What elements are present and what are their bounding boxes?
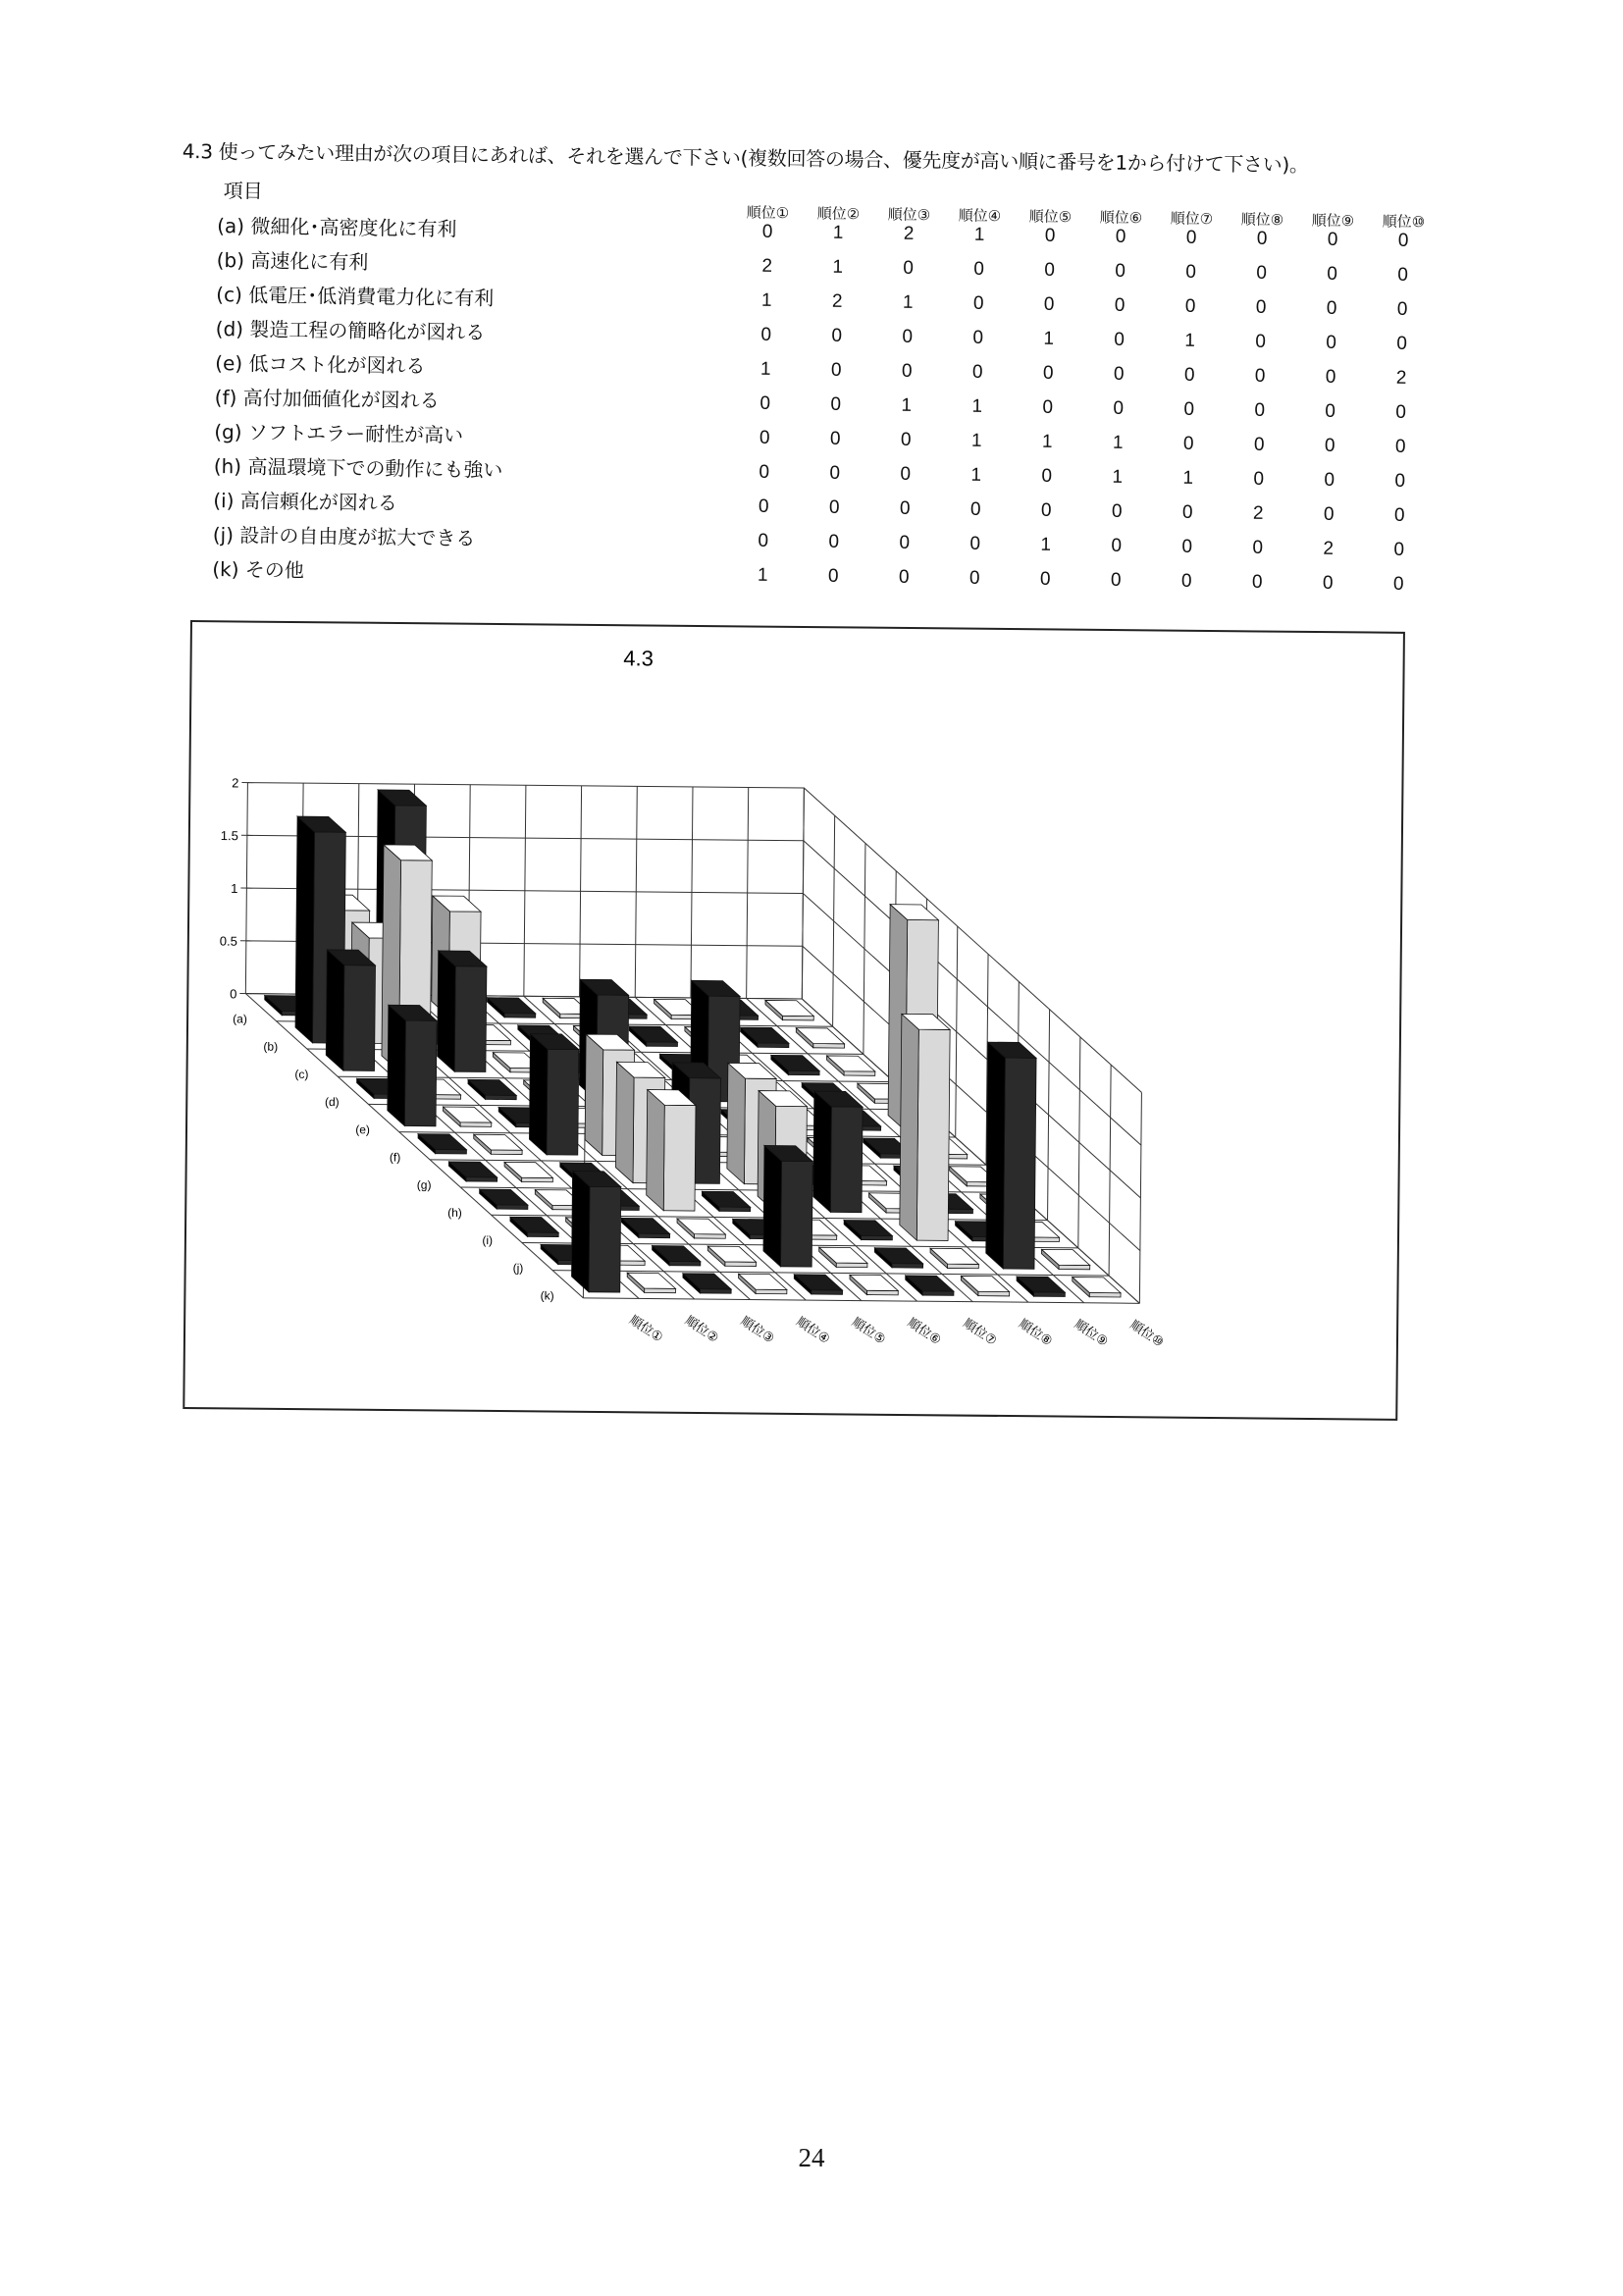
table-cell: 0 (1394, 436, 1406, 457)
series-label: 順位⑨ (1071, 1317, 1111, 1350)
table-cell: 0 (971, 361, 983, 383)
series-label: 順位⑩ (1126, 1318, 1167, 1351)
table-cell: 2 (1395, 367, 1407, 389)
page-number: 24 (798, 2143, 825, 2172)
table-cell: 0 (1185, 227, 1197, 248)
table-cell: 0 (831, 325, 843, 346)
table-cell: 0 (1393, 539, 1405, 560)
series-label: 順位④ (793, 1314, 833, 1348)
table-cell: 2 (1323, 538, 1335, 559)
table-cell: 0 (903, 257, 915, 279)
category-label: (e) (355, 1122, 371, 1137)
bar-side (485, 1095, 516, 1100)
z-tick-label: 2 (232, 775, 239, 791)
category-label: (j) (512, 1261, 524, 1276)
table-cell: 0 (758, 530, 769, 551)
table-cell: 0 (969, 533, 981, 554)
bar-side (589, 1186, 621, 1292)
table-cell: 0 (1253, 468, 1265, 490)
item-label: (g) ソフトエラー耐性が高い (214, 419, 464, 447)
table-cell: 0 (830, 359, 842, 381)
rank-header: 順位① (746, 203, 790, 223)
chart-title: 4.3 (623, 646, 654, 671)
bar-side (491, 1150, 522, 1155)
bar-side (986, 1042, 1006, 1269)
bar-side (645, 1288, 676, 1293)
table-cell: 0 (1392, 573, 1404, 595)
table-cell: 0 (969, 498, 981, 520)
table-cell: 1 (901, 394, 913, 416)
table-cell: 0 (1323, 503, 1335, 525)
bar-side (639, 1233, 670, 1238)
table-cell: 0 (1393, 504, 1405, 526)
rank-header: 順位③ (887, 205, 931, 225)
rank-header: 順位② (816, 204, 861, 224)
table-cell: 0 (759, 427, 770, 448)
z-tick-label: 0 (230, 986, 237, 1002)
bar-side (813, 1091, 832, 1212)
table-cell: 0 (759, 392, 771, 414)
table-cell: 0 (1322, 572, 1334, 594)
bar-side (522, 1177, 553, 1182)
bar-side (547, 1049, 579, 1155)
table-cell: 0 (900, 429, 912, 450)
bar-side (571, 1171, 590, 1291)
table-cell: 0 (1039, 568, 1051, 590)
rank-header: 順位⑦ (1170, 209, 1214, 229)
table-cell: 1 (1182, 467, 1194, 489)
table-cell: 0 (1395, 401, 1407, 423)
category-label: (b) (263, 1039, 279, 1054)
bar-side (725, 1262, 757, 1267)
table-cell: 2 (761, 255, 773, 277)
table-cell: 0 (972, 292, 984, 314)
rank-header: 順位⑥ (1099, 208, 1143, 228)
table-cell: 1 (1043, 328, 1055, 349)
category-label: (g) (416, 1177, 432, 1192)
table-cell: 0 (1044, 259, 1056, 281)
table-cell: 0 (1254, 399, 1266, 421)
bar-side (669, 1261, 701, 1266)
table-cell: 0 (902, 326, 914, 347)
bar-side (460, 1122, 492, 1127)
bar-side (813, 1044, 845, 1049)
table-cell: 1 (970, 464, 982, 486)
series-label: 順位⑦ (960, 1316, 1000, 1349)
table-cell: 0 (1397, 264, 1409, 286)
item-label: (f) 高付加価値化が図れる (214, 385, 440, 413)
bar-side (812, 1290, 843, 1295)
table-cell: 0 (899, 532, 911, 553)
table-cell: 0 (1180, 570, 1192, 592)
z-tick-label: 1 (231, 880, 238, 896)
table-cell: 2 (1252, 502, 1264, 524)
table-cell: 0 (1184, 295, 1196, 317)
bar-side (758, 1043, 789, 1048)
table-cell: 0 (1254, 365, 1266, 387)
series-label: 順位⑧ (1016, 1316, 1055, 1350)
table-cell: 0 (1181, 536, 1193, 557)
rank-header: 順位⑨ (1311, 211, 1355, 231)
series-label: 順位⑥ (904, 1315, 944, 1349)
table-cell: 0 (1041, 465, 1053, 487)
z-tick-label: 1.5 (220, 828, 238, 844)
table-cell: 0 (1253, 434, 1265, 455)
table-cell: 0 (1256, 262, 1268, 284)
bar-side (783, 1016, 814, 1020)
bar-side (1003, 1058, 1036, 1269)
category-label: (d) (324, 1095, 340, 1110)
series-label: 順位② (681, 1313, 721, 1347)
table-cell: 0 (1396, 333, 1408, 354)
table-cell: 0 (1111, 535, 1123, 556)
table-cell: 0 (1115, 260, 1126, 282)
table-cell: 0 (829, 462, 841, 484)
table-cell: 0 (1113, 397, 1125, 419)
table-cell: 1 (1041, 431, 1053, 452)
bar-side (892, 1264, 923, 1269)
bar-side (663, 1105, 696, 1211)
table-cell: 0 (899, 497, 911, 519)
rank-header: 順位⑩ (1382, 212, 1426, 232)
floor-grid-line (583, 1298, 1139, 1303)
item-column-header: 項目 (223, 179, 263, 203)
bar-side (497, 1205, 528, 1210)
table-cell: 0 (1042, 362, 1054, 384)
table-cell: 1 (1040, 534, 1052, 555)
bar-side (781, 1161, 813, 1267)
table-cell: 0 (1255, 296, 1267, 318)
category-label: (a) (233, 1012, 247, 1026)
bar-side (615, 1062, 634, 1182)
table-cell: 0 (829, 428, 841, 449)
category-label: (f) (389, 1150, 401, 1165)
bar-side (866, 1290, 898, 1295)
bar-side (700, 1289, 731, 1294)
table-cell: 1 (1112, 466, 1124, 488)
bar-side (727, 1063, 746, 1183)
table-cell: 0 (1325, 400, 1336, 422)
bar-side (948, 1264, 979, 1269)
table-cell: 0 (758, 496, 769, 517)
item-label: (a) 微細化･高密度化に有利 (217, 213, 457, 241)
table-cell: 0 (1252, 537, 1264, 558)
table-cell: 2 (831, 290, 843, 312)
item-label: (e) 低コスト化が図れる (215, 350, 426, 378)
item-label: (b) 高速化に有利 (216, 247, 369, 275)
bar-side (978, 1291, 1010, 1296)
table-cell: 0 (1181, 501, 1193, 523)
table-cell: 1 (759, 358, 771, 380)
bar-side (900, 1014, 919, 1240)
table-cell: 0 (1397, 230, 1409, 251)
bar-side (585, 1034, 603, 1155)
item-label: (c) 低電圧･低消費電力化に有利 (216, 282, 495, 310)
bar-chart-3d (184, 622, 1403, 1419)
bar-side (788, 1070, 819, 1075)
table-cell: 1 (973, 224, 985, 245)
bar-side (719, 1207, 751, 1212)
table-cell: 0 (1251, 571, 1263, 593)
table-cell: 0 (1114, 294, 1126, 316)
table-cell: 0 (1255, 331, 1267, 352)
bar-side (763, 1145, 782, 1266)
table-cell: 0 (1326, 332, 1337, 353)
table-cell: 1 (832, 256, 844, 278)
bar-side (647, 1089, 665, 1210)
table-cell: 0 (759, 461, 770, 483)
z-tick-label: 0.5 (219, 933, 237, 949)
table-cell: 0 (1042, 396, 1054, 418)
table-cell: 1 (760, 289, 772, 311)
table-cell: 0 (1115, 226, 1126, 247)
bar-side (1059, 1265, 1090, 1270)
series-label: 順位① (626, 1313, 665, 1346)
table-cell: 0 (1183, 364, 1195, 386)
table-cell: 0 (898, 566, 910, 588)
table-cell: 1 (1184, 330, 1196, 351)
table-cell: 0 (972, 327, 984, 348)
table-cell: 0 (1394, 470, 1406, 492)
rank-header: 順位⑤ (1028, 207, 1073, 227)
chart-frame (183, 620, 1405, 1421)
table-cell: 0 (1327, 263, 1338, 285)
table-cell: 0 (1396, 298, 1408, 320)
bar-side (1034, 1292, 1066, 1297)
category-label: (k) (540, 1288, 554, 1303)
table-cell: 1 (902, 291, 914, 313)
table-cell: 0 (1324, 469, 1335, 491)
rank-header: 順位④ (958, 206, 1002, 226)
table-cell: 0 (973, 258, 985, 280)
category-label: (c) (294, 1067, 309, 1081)
table-cell: 0 (1326, 297, 1337, 319)
rank-header: 順位⑧ (1240, 210, 1284, 230)
table-cell: 0 (828, 531, 840, 552)
bar-side (844, 1071, 875, 1076)
item-label: (i) 高信頼化が図れる (213, 488, 397, 515)
item-label: (h) 高温環境下での動作にも強い (213, 453, 503, 483)
table-cell: 0 (761, 221, 773, 242)
table-cell: 0 (1110, 569, 1122, 591)
table-cell: 0 (1185, 261, 1197, 283)
table-cell: 0 (1327, 229, 1338, 250)
category-label: (h) (447, 1205, 462, 1221)
bar-side (529, 1034, 548, 1155)
bar-side (1089, 1292, 1121, 1297)
bar-side (922, 1291, 954, 1296)
table-cell: 0 (1043, 293, 1055, 315)
table-cell: 0 (969, 567, 980, 589)
bar-side (862, 1235, 893, 1240)
table-cell: 2 (903, 223, 915, 244)
response-table (212, 171, 1454, 620)
table-cell: 0 (1111, 500, 1123, 522)
bar-side (343, 965, 376, 1071)
bar-side (756, 1289, 787, 1294)
table-cell: 1 (1112, 432, 1124, 453)
table-cell: 0 (760, 324, 772, 345)
table-cell: 0 (1114, 329, 1126, 350)
item-label: (k) その他 (212, 556, 305, 583)
question-text: 4.3 使ってみたい理由が次の項目にあれば、それを選んで下さい(複数回答の場合、優先度が高い順に番号を1から付けて下さい)。 (182, 138, 1309, 178)
item-label: (d) 製造工程の簡略化が図れる (215, 316, 486, 344)
table-cell: 0 (901, 360, 913, 382)
bar-side (404, 1020, 437, 1126)
bar-side (436, 1149, 467, 1154)
item-label: (j) 設計の自由度が拡大できる (212, 522, 476, 550)
category-label: (i) (482, 1233, 494, 1248)
table-cell: 0 (828, 496, 840, 518)
table-cell: 0 (1040, 499, 1052, 521)
table-cell: 1 (971, 395, 983, 417)
bar-side (830, 1107, 863, 1213)
bar-side (527, 1232, 558, 1237)
bar-side (437, 951, 455, 1071)
table-cell: 0 (900, 463, 912, 485)
bar-side (326, 950, 344, 1070)
table-cell: 0 (1324, 435, 1335, 456)
series-label: 順位③ (737, 1314, 777, 1347)
table-cell: 0 (1183, 398, 1195, 420)
table-cell: 0 (1113, 363, 1125, 385)
table-cell: 0 (830, 393, 842, 415)
bar-side (647, 1042, 678, 1047)
bar-side (454, 966, 487, 1072)
table-cell: 0 (1182, 433, 1194, 454)
bar-side (916, 1029, 950, 1240)
table-cell: 0 (1044, 225, 1056, 246)
bar-side (504, 1014, 536, 1018)
bar-side (388, 1005, 406, 1125)
bar-side (466, 1177, 497, 1182)
table-cell: 1 (970, 430, 982, 451)
table-cell: 0 (1256, 228, 1268, 249)
bar-side (295, 816, 315, 1043)
table-cell: 1 (832, 222, 844, 243)
series-label: 順位⑤ (849, 1315, 888, 1348)
table-cell: 0 (1325, 366, 1336, 388)
bar-side (694, 1234, 725, 1239)
table-cell: 1 (757, 564, 768, 586)
table-cell: 0 (827, 565, 839, 587)
bar-side (836, 1263, 867, 1268)
